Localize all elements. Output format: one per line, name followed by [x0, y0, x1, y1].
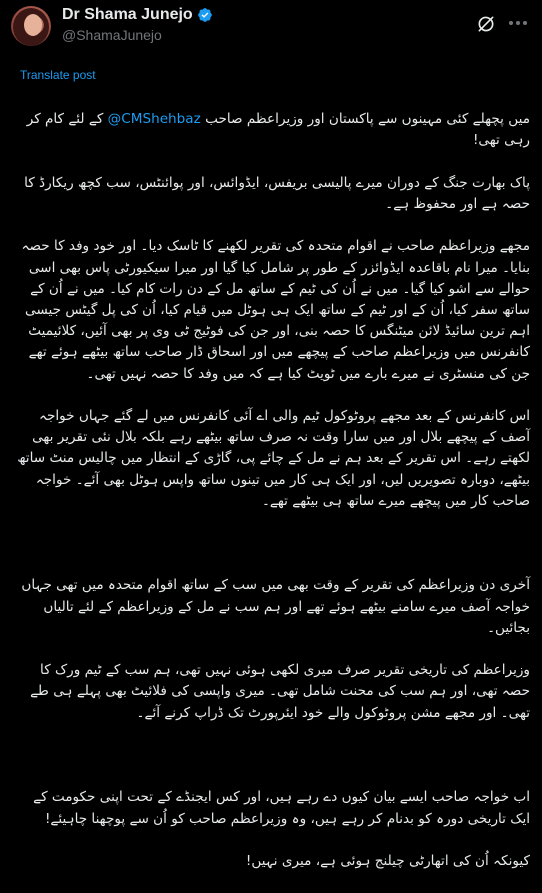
post-p1-after: کے لئے کام کر رہی تھی! [26, 111, 530, 149]
verified-badge-icon [197, 7, 213, 23]
author-handle[interactable]: @ShamaJunejo [62, 27, 162, 43]
post-paragraph-5: آخری دن وزیراعظم کی تقریر کے وقت بھی میں سب کے ساتھ اقوام متحدہ میں تھی جہاں خواجہ آصف میرے سامنے بیٹھے ہوئے تھے اور ہم سب نے مل کے وزیراعظم کے لئے تالیاں بجائیں۔ [21, 577, 530, 636]
author-display-name[interactable]: Dr Shama Junejo [62, 6, 193, 23]
avatar[interactable] [11, 6, 51, 46]
mention-link[interactable]: @CMShehbaz [107, 111, 201, 128]
post-paragraph-8: کیونکہ اُن کی اتھارٹی چیلنج ہوئی ہے، میری نہیں! [245, 852, 530, 869]
post-paragraph-4: اس کانفرنس کے بعد مجھے پروٹوکول ٹیم والی اے آئی کانفرنس میں لے گئے جہاں خواجہ آصف کے پیچھے بلال اور میں سارا وقت نہ صرف ساتھ بیٹھے رہے بلکہ بلال نئی تقریر بھی لکھتے رہے۔ اس تقریر کے بعد ہم نے مل کے چائے پی، گاڑی کے انتظار میں چالیس منٹ ساتھ بیٹھے، دوبارہ تصویریں لیں، اور ایک ہی کار میں تینوں ساتھ واپس ہوٹل بھی آئے۔ خواجہ صاحب کار میں پیچھے میرے ساتھ ہی بیٹھے تھے۔ [17, 408, 530, 509]
post-paragraph-2: پاک بھارت جنگ کے دوران میرے پالیسی بریفس، ایڈوائس، اور پوائنٹس، سب کچھ ریکارڈ کا حصہ ہے اور محفوظ ہے۔ [24, 174, 530, 213]
post-paragraph-6: وزیراعظم کی تاریخی تقریر صرف میری لکھی ہوئی نہیں تھی، ہم سب کے ٹیم ورک کا حصہ تھی، اور ہم سب کی محنت شامل تھی۔ میری واپسی کی فلائیٹ بھی پہلے ہی طے تھی۔ اور مجھے مشن پروٹوکول والے خود ایئرپورٹ تک ڈراپ کرنے آئے۔ [30, 662, 530, 721]
post-paragraph-1 [10, 109, 530, 151]
paragraph-spacer [10, 533, 530, 554]
post-header [0, 0, 542, 60]
post-paragraph-3: مجھے وزیراعظم صاحب نے اقوام متحدہ کی تقریر لکھنے کا ٹاسک دیا۔ اور خود وفد کا حصہ بنایا۔ میرا نام باقاعدہ ایڈوائزر کے طور پر شامل کیا گیا اور میرا سیکیورٹی پاس بھی اسی حوالے سے اشو کیا گیا۔ میں نے اُن کی ٹیم کے ساتھ مل کے دن رات کام کیا۔ میں نے اُن کے ساتھ سفر کیا، اُن کے اور ٹیم کے ساتھ ایک ہی ہوٹل میں قیام کیا، اُن کی پل گیٹس جیسی اہم ترین سائیڈ لائن میٹنگس کا حصہ بنی، اور جن کی فوٹیج ٹی وی پر بھی آئیں، کلائیمیٹ کانفرنس میں وزیراعظم صاحب کے پیچھے میں اور اسحاق ڈار صاحب ساتھ بیٹھے ہوئے تھے جن کی منسٹری نے میرے بارے میں ٹویٹ کیا ہے کہ میں وفد کا حصہ نہیں تھی۔ [21, 238, 530, 382]
paragraph-spacer [10, 745, 530, 766]
author-name-row [62, 6, 213, 24]
post-paragraph-7: اب خواجہ صاحب ایسے بیان کیوں دے رہے ہیں، اور کس ایجنڈے کے تحت اپنی حکومت کے ایک تاریخی دورہ کو بدنام کر رہے ہیں، وہ وزیراعظم صاحب کو اُن سے پوچھنا چاہیئے! [33, 789, 530, 827]
translate-post-link[interactable]: Translate post [20, 68, 96, 82]
post-text [10, 88, 530, 893]
post-p1-before: میں پچھلے کئی مہینوں سے پاکستان اور وزیراعظم صاحب [200, 111, 530, 128]
grok-icon[interactable] [476, 14, 496, 34]
more-options-icon[interactable] [506, 12, 530, 34]
